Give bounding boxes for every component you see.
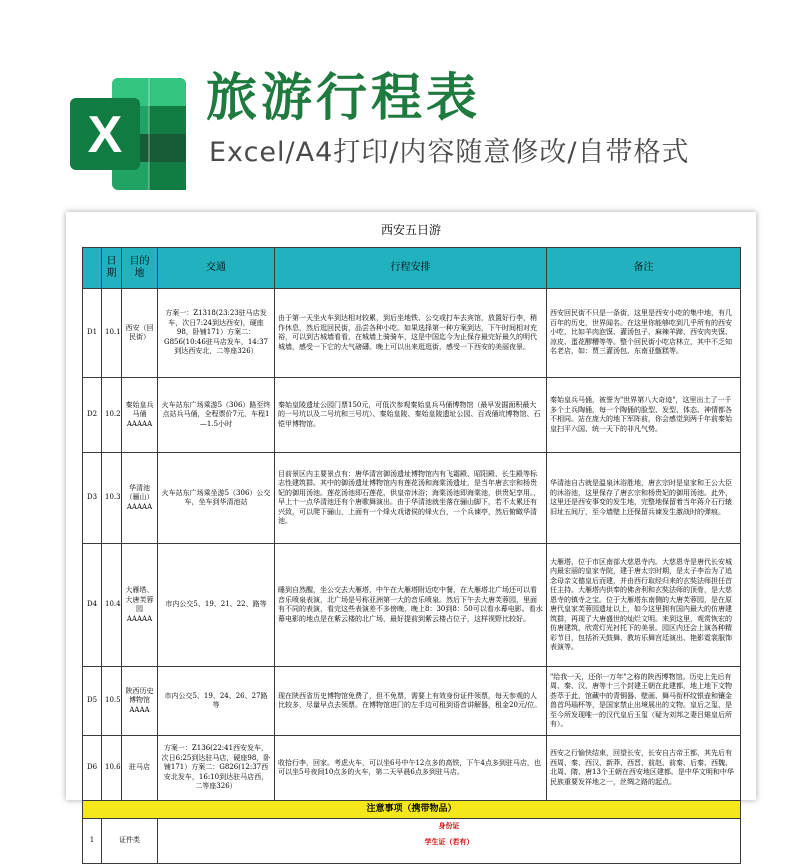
row-plan-cell: 目前景区内主要景点有：唐华清宫御汤遗址博物馆内有飞霜殿、昭阳殿、长生殿等标志性建筑群。其中的御汤遗址博物馆内有莲花汤和海棠汤遗址，是当年唐玄宗和杨贵妃的御用汤池。莲花汤池即石莲花，供皇帝沐浴；海棠汤池即海棠池，供贵妃享用。，早上十一点华清池还有个唐歌舞演出。由于华清池就坐落在骊山脚下，若不太累还有兴致，可以爬下骊山，上面有一个烽火戏诸侯的烽火台，一个兵谏亭，然后俯瞰华清池。 xyxy=(275,453,547,544)
row-day-cell: D5 xyxy=(83,667,102,736)
row-day-cell: D2 xyxy=(83,378,102,453)
spreadsheet-preview xyxy=(66,212,756,846)
header-cell-plan: 行程安排 xyxy=(275,248,547,289)
excel-logo-letter: X xyxy=(87,106,123,164)
row-transport-cell: 方案一：Z136(22:41西安发车，次日6:25到达驻马店，硬座98，卧铺171）方案二：G826(12:37西安北发车，16:10到达驻马店西，二等座326） xyxy=(158,736,275,801)
row-plan-cell: 由于第一天坐火车到达相对较累，到后坐地铁、公交或打车去宾馆，放置好行李，稍作休息，然后逛回民街，品尝各种小吃。如果选择第一种方案到达，下午时间相对充裕，可以到古城墙看看，在城墙上骑骑车，这是中国迄今为止保存最完好最久的明代城墙，感受一下它的大气磅礴。晚上可以出来逛逛街，感受一下西安的美丽夜景。 xyxy=(275,289,547,378)
row-note-cell: 华清池自古就是温泉沐浴胜地，唐玄宗时是皇家和王公大臣的沐浴池，这里保存了唐玄宗和杨贵妃的御用汤池。此外，这里还是西安事变的发生地，完整地保留着当年蒋介石行辕旧址五间厅，至今墙壁上还保留兵谏发生激战时的弹痕。 xyxy=(547,453,741,544)
header-cell-blank xyxy=(83,248,102,289)
notes-item: 身份证 xyxy=(438,821,460,830)
row-destination-cell: 华清池（骊山）AAAAA xyxy=(122,453,158,544)
row-date-cell: 10.2 xyxy=(102,378,122,453)
sheet-title: 西安五日游 xyxy=(380,223,441,237)
header-cell-note: 备注 xyxy=(547,248,741,289)
header-cell-date: 日期 xyxy=(102,248,122,289)
row-plan-cell: 睡到自然醒，坐公交去大雁塔，中午在大雁塔附近吃中餐，在大雁塔北广场还可以看音乐喷泉表演，北广场是号称亚洲第一大的音乐喷泉。然后下午去大唐芙蓉园，里面有不同的表演，看完这些表演差不多傍晚，晚上8：30到8：50可以看水幕电影。看水幕电影的地点是在紫云楼的北广场，最好提前到紫云楼占位子，这样视野比较好。 xyxy=(275,544,547,667)
notes-title: 注意事项（携带物品） xyxy=(83,801,741,819)
header-cell-transport: 交通 xyxy=(158,248,275,289)
row-transport-cell: 火车站东广场乘坐游5（306）公交车，坐车到华清池站 xyxy=(158,453,275,544)
excel-logo-icon xyxy=(66,72,190,196)
page-subtitle: Excel/A4打印/内容随意修改/自带格式 xyxy=(209,137,690,168)
itinerary-table xyxy=(82,247,741,864)
row-transport-cell: 火车站东广场乘游5（306）路至终点站兵马俑，全程票价7元，车程1—1.5小时 xyxy=(158,378,275,453)
notes-header-row xyxy=(83,801,741,819)
notes-row xyxy=(83,819,741,864)
row-day-cell: D1 xyxy=(83,289,102,378)
row-day-cell: D6 xyxy=(83,736,102,801)
row-date-cell: 10.6 xyxy=(102,736,122,801)
table-row xyxy=(83,378,741,453)
row-date-cell: 10.3 xyxy=(102,453,122,544)
row-transport-cell: 方案一：Z1318(23:23驻马店发车，次日7:24到达西安)，硬座98，卧铺171）方案二：G856(10:46驻马店发车，14:37到达西安北，二等座326） xyxy=(158,289,275,378)
table-row xyxy=(83,736,741,801)
row-note-cell: "给我一天，还你一万年"之称的陕西博物馆。历史上先后有周、秦、汉、唐等十三个封建王朝在此建都，地上地下文物荟萃于此，馆藏中的青铜器、壁画、舞马衔杯纹银壶和镶金兽首玛瑙杯等，是国家禁止出境展出的文物。皇后之玺，是至今所发现唯一的汉代皇后玉玺（疑为刘邦之妻吕雉皇后所有）。 xyxy=(547,667,741,736)
row-destination-cell: 驻马店 xyxy=(122,736,158,801)
notes-item: 学生证（若有） xyxy=(424,836,474,846)
row-transport-cell: 市内公交5、19、24、26、27路等 xyxy=(158,667,275,736)
row-destination-cell: 秦始皇兵马俑AAAAA xyxy=(122,378,158,453)
row-plan-cell: 收拾行李，回家。考虑火车，可以坐6号中午12点多的高铁，下午4点多到驻马店，也可以坐5号夜间10点多的火车，第二天早晨6点多到驻马店。 xyxy=(275,736,547,801)
page-title: 旅游行程表 xyxy=(206,69,482,128)
row-plan-cell: 秦始皇陵遗址公园门票150元，可低次参观秦始皇兵马俑博物馆（最早发掘面积最大的一号坑以及二号坑和三号坑）、秦始皇陵、秦始皇陵遗址公园、百戏俑坑博物馆、石铠甲博物馆。 xyxy=(275,378,547,453)
table-row xyxy=(83,453,741,544)
row-note-cell: 西安回民街不只是一条街，这里是西安小吃的集中地，有几百年的历史，世界闻名。在这里你能够吃到几乎所有的西安小吃，比如羊肉泡馍、灌汤包子、麻辣羊蹄、西安肉夹馍、凉皮、蛋花醪糟等等。整个回民街小吃店林立，其中不乏知名老店，如：贾三灌汤包、东南亚甑糕等。 xyxy=(547,289,741,378)
row-destination-cell: 西安（回民街） xyxy=(122,289,158,378)
table-header-row xyxy=(83,248,741,289)
notes-row-category: 证件类 xyxy=(102,819,158,864)
row-note-cell: 秦始皇兵马俑，被誉为"世界第八大奇迹"，这里出土了一千多个土兵陶俑，每一个陶俑的脸型、发型、体态、神情都各不相同。站在庞大的地下军阵前，你会感觉到两千年前秦始皇扫平六国、统一天下的非凡气势。 xyxy=(547,378,741,453)
table-row xyxy=(83,544,741,667)
row-note-cell: 西安之行愉快结束，回望长安，长安自古帝王都，其先后有西周、秦、西汉、新莽、西晋、前赵、前秦、后秦、西魏、北周、隋、唐13个王朝在西安地区建都。是中华文明和中华民族重要发祥地之一，丝绸之路的起点。 xyxy=(547,736,741,801)
table-row xyxy=(83,289,741,378)
row-destination-cell: 陕西历史博物馆AAAA xyxy=(122,667,158,736)
header-cell-destination: 目的地 xyxy=(122,248,158,289)
row-plan-cell: 现在陕西省历史博物馆免费了，但不免票，需要上有效身份证件领票，每天参观的人比较多，尽量早点去领票。在博物馆进门的左手边可租到语音讲解器，租金20元/位。 xyxy=(275,667,547,736)
notes-row-index: 1 xyxy=(83,819,102,864)
row-date-cell: 10.1 xyxy=(102,289,122,378)
row-transport-cell: 市内公交5、19、21、22、路等 xyxy=(158,544,275,667)
row-destination-cell: 大雁塔、大唐芙蓉园AAAAA xyxy=(122,544,158,667)
row-day-cell: D4 xyxy=(83,544,102,667)
table-row xyxy=(83,667,741,736)
row-date-cell: 10.5 xyxy=(102,667,122,736)
row-note-cell: 大雁塔，位于市区南部大慈恩寺内。大慈恩寺是唐代长安城内最宏丽的皇家寺院，建于唐太宗时期，是太子李治为了追念母亲文德皇后而建，并由西行取经归来的玄奘法师担任首任主持。大雁塔内供奉的佛舍利和玄奘法师的顶骨，是大慈恩寺的镇寺之宝。位于大雁塔东南侧的大唐芙蓉园，是在原唐代皇家芙蓉园遗址以上，如今这里拥有国内最大的仿唐建筑群，再现了大唐盛世的灿烂文明。来到这里，观赏恢宏的仿唐建筑，欣赏灯光衬托下的美景。园区内还会上演各种精彩节目，包括祈天鼓舞、教坊乐舞宫廷演出、艳影霓裳服饰表演等。 xyxy=(547,544,741,667)
row-day-cell: D3 xyxy=(83,453,102,544)
row-date-cell: 10.4 xyxy=(102,544,122,667)
